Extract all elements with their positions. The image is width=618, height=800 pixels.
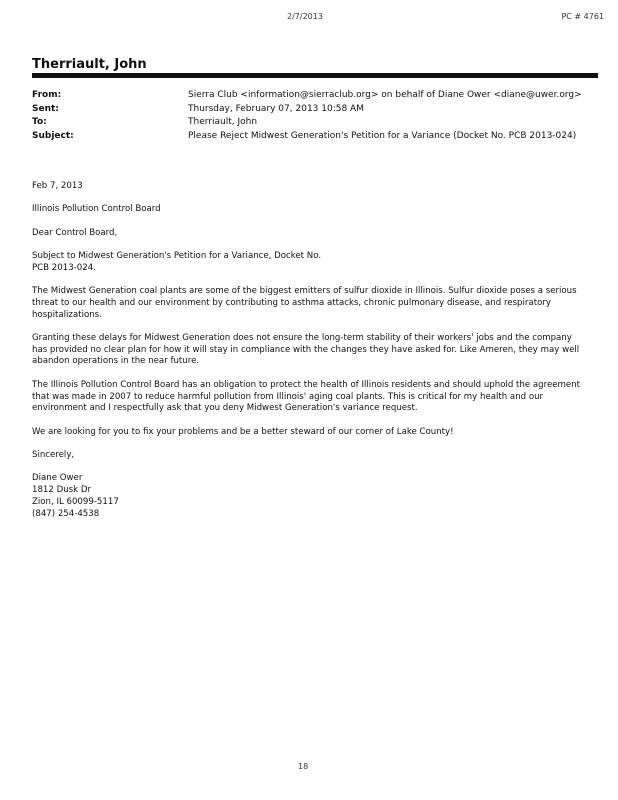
signature-phone: (847) 254-4538 bbox=[32, 508, 100, 519]
subject-value: Please Reject Midwest Generation's Petition for a Variance (Docket No. PCB 2013-024) bbox=[188, 130, 577, 141]
sent-value: Thursday, February 07, 2013 10:58 AM bbox=[188, 103, 364, 114]
page-date: 2/7/2013 bbox=[287, 12, 323, 21]
signature-name: Diane Ower bbox=[32, 473, 83, 484]
from-label: From: bbox=[32, 90, 62, 100]
to-label: To: bbox=[32, 117, 47, 127]
footer-page-number: 18 bbox=[298, 762, 309, 771]
letter-subject-line-2: PCB 2013-024. bbox=[32, 262, 96, 273]
header-divider bbox=[32, 73, 598, 78]
paragraph-2: Granting these delays for Midwest Generation does not ensure the long-term stability of their workers' jobs and the company has provided no clear plan for how it will stay in compliance with the changes they have asked for. Like Ameren, they may well abandon operations in the near future. bbox=[32, 333, 580, 367]
letter-salutation: Dear Control Board, bbox=[32, 227, 118, 238]
to-row bbox=[32, 116, 592, 130]
letter-subject-line-1: Subject to Midwest Generation's Petition for a Variance, Docket No. bbox=[32, 251, 322, 262]
signature-address-1: 1812 Dusk Dr bbox=[32, 485, 92, 496]
letter-date: Feb 7, 2013 bbox=[32, 181, 83, 191]
to-value: Therriault, John bbox=[188, 117, 258, 127]
signature-address-2: Zion, IL 60099-5117 bbox=[32, 496, 119, 507]
from-row bbox=[32, 89, 592, 103]
sent-row bbox=[32, 103, 592, 117]
paragraph-3: The Illinois Pollution Control Board has an obligation to protect the health of Illinois residents and should uphold the agreement that was made in 2007 to reduce harmful pollution from Illinois' aging coal plants. This is critical for my health and our environment and I respectfully ask that you deny Midwest Generation's variance request. bbox=[32, 379, 580, 414]
letter-subject bbox=[32, 251, 588, 274]
sender-name-heading: Therriault, John bbox=[32, 57, 147, 72]
letter-closing: Sincerely, bbox=[32, 450, 75, 461]
letter-recipient: Illinois Pollution Control Board bbox=[32, 204, 161, 215]
email-body bbox=[32, 181, 588, 532]
subject-label: Subject: bbox=[32, 130, 74, 141]
signature-block bbox=[32, 473, 588, 520]
sent-label: Sent: bbox=[32, 103, 59, 114]
paragraph-1: The Midwest Generation coal plants are some of the biggest emitters of sulfur dioxide in Illinois. Sulfur dioxide poses a serious threat to our health and our environment by contributing to asthma attacks, chronic pulmonary disease, and respiratory hospitalizations. bbox=[32, 286, 577, 320]
page-reference: PC # 4761 bbox=[561, 12, 604, 21]
paragraph-4: We are looking for you to fix your problems and be a better steward of our corner of Lake County! bbox=[32, 426, 454, 437]
subject-row bbox=[32, 130, 592, 144]
email-header bbox=[32, 89, 592, 143]
from-value: Sierra Club <information@sierraclub.org> on behalf of Diane Ower <diane@uwer.org> bbox=[188, 90, 582, 100]
